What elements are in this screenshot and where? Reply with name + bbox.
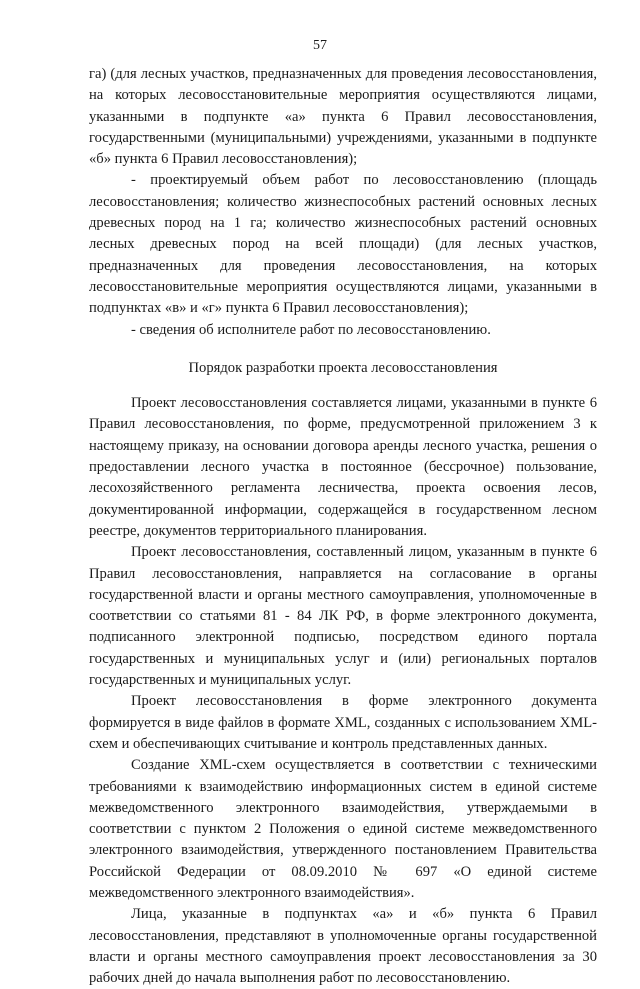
paragraph-project-composition: Проект лесовосстановления составляется лицами, указанными в пункте 6 Правил лесовосстановления, по форме, предусмотренной приложением 3 к настоящему приказу, на основании договора аренды лесного участка, решения о предоставлении лесного участка в постоянное (бессрочное) пользование, лесохозяйственного регламента лесничества, проекта освоения лесов, документированной информации, содержащейся в государственном лесном реестре, документов территориального планирования. (89, 395, 597, 539)
page-number: 57 (313, 38, 327, 53)
document-body (89, 64, 597, 989)
paragraph-submission-deadline: Лица, указанные в подпунктах «а» и «б» пункта 6 Правил лесовосстановления, представляют в уполномоченные органы государственной власти и органы местного самоуправления проект лесовосстановления за 30 рабочих дней до начала выполнения работ по лесовосстановлению. (89, 906, 597, 987)
list-item-work-volume: - проектируемый объем работ по лесовосстановлению (площадь лесовосстановления; количество жизнеспособных растений основных лесных древесных пород на 1 га; количество жизнеспособных растений основных лесных древесных пород на всей площади) (для лесных участков, предназначенных для проведения лесовосстановления, на которых лесовосстановительные мероприятия осуществляются лицами, указанными в подпунктах «в» и «г» пункта 6 Правил лесовосстановления); (89, 172, 597, 317)
section-heading: Порядок разработки проекта лесовосстановления (188, 359, 498, 376)
list-item-contractor-info: - сведения об исполнителе работ по лесовосстановлению. (131, 321, 491, 338)
paragraph-project-approval: Проект лесовосстановления, составленный лицом, указанным в пункте 6 Правил лесовосстановления, направляется на согласование в органы государственной власти и органы местного самоуправления, уполномоченные в соответствии со статьями 81 - 84 ЛК РФ, в форме электронного документа, подписанного электронной подписью, посредством единого портала государственных и муниципальных услуг и (или) региональных порталов государственных и муниципальных услуг. (89, 544, 597, 689)
paragraph-xml-schemas: Создание XML-схем осуществляется в соответствии с техническими требованиями к взаимодействию информационных систем в единой системе межведомственного электронного взаимодействия, утверждаемыми в соответствии с пунктом 2 Положения о единой системе межведомственного электронного взаимодействия, утвержденного постановлением Правительства Российской Федерации от 08.09.2010 № 697 «О единой системе межведомственного электронного взаимодействия». (89, 757, 597, 901)
paragraph-xml-format: Проект лесовосстановления в форме электронного документа формируется в виде файлов в формате XML, созданных с использованием XML-схем и обеспечивающих считывание и контроль представленных данных. (89, 693, 597, 752)
paragraph-continuation: га) (для лесных участков, предназначенных для проведения лесовосстановления, на которых лесовосстановительные мероприятия осуществляются лицами, указанными в подпункте «а» пункта 6 Правил лесовосстановления, государственными (муниципальными) учреждениями, указанными в подпункте «б» пункта 6 Правил лесовосстановления); (89, 66, 597, 168)
